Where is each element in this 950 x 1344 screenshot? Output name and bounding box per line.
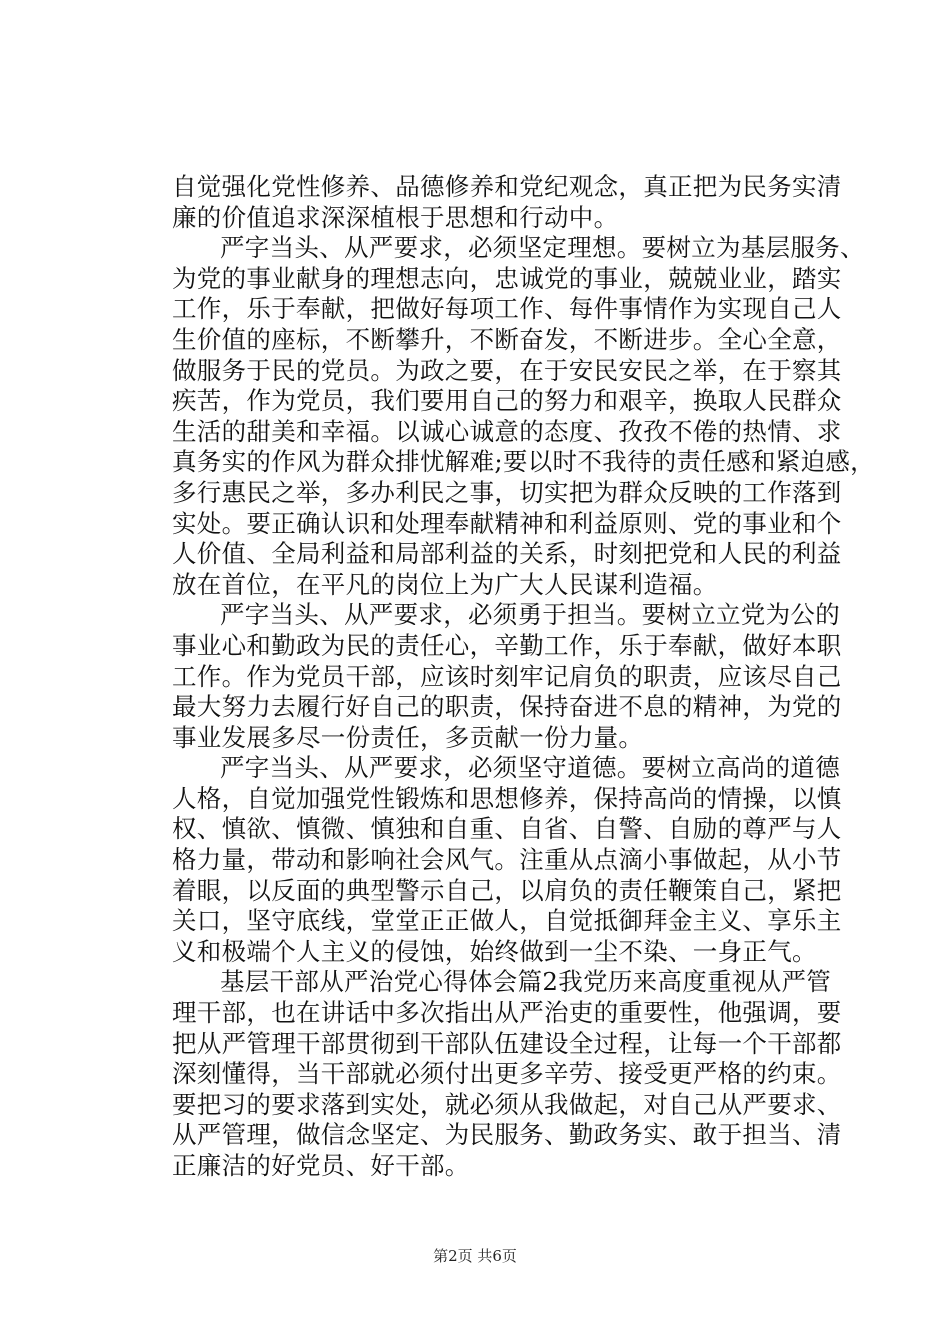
- text-line: 格力量，带动和影响社会风气。注重从点滴小事做起，从小节: [172, 845, 842, 875]
- text-line: 放在首位，在平凡的岗位上为广大人民谋利造福。: [172, 569, 718, 599]
- paragraph-start-line: 基层干部从严治党心得体会篇2我党历来高度重视从严管: [220, 967, 832, 997]
- text-line: 人格，自觉加强党性锻炼和思想修养，保持高尚的情操，以慎: [172, 783, 842, 813]
- text-line: 义和极端个人主义的侵蚀，始终做到一尘不染、一身正气。: [172, 936, 817, 966]
- text-line: 多行惠民之举，多办利民之事，切实把为群众反映的工作落到: [172, 477, 842, 507]
- text-line: 廉的价值追求深深植根于思想和行动中。: [172, 202, 619, 232]
- text-line: 生活的甜美和幸福。以诚心诚意的态度、孜孜不倦的热情、求: [172, 416, 842, 446]
- text-line: 工作，乐于奉献，把做好每项工作、每件事情作为实现自己人: [172, 294, 842, 324]
- text-line: 权、慎欲、慎微、慎独和自重、自省、自警、自励的尊严与人: [172, 814, 842, 844]
- text-line: 要把习的要求落到实处，就必须从我做起，对自己从严要求、: [172, 1089, 842, 1119]
- text-line: 为党的事业献身的理想志向，忠诚党的事业，兢兢业业，踏实: [172, 263, 842, 293]
- text-line: 工作。作为党员干部，应该时刻牢记肩负的职责，应该尽自己: [172, 661, 842, 691]
- text-line: 深刻懂得，当干部就必须付出更多辛劳、接受更严格的约束。: [172, 1059, 842, 1089]
- text-line: 理干部，也在讲话中多次指出从严治吏的重要性，他强调，要: [172, 998, 842, 1028]
- text-line: 实处。要正确认识和处理奉献精神和利益原则、党的事业和个: [172, 508, 842, 538]
- paragraph-start-line: 严字当头、从严要求，必须坚定理想。要树立为基层服务、: [220, 233, 865, 263]
- text-line: 着眼，以反面的典型警示自己，以肩负的责任鞭策自己，紧把: [172, 875, 842, 905]
- text-line: 人价值、全局利益和局部利益的关系，时刻把党和人民的利益: [172, 539, 842, 569]
- text-line: 正廉洁的好党员、好干部。: [172, 1151, 470, 1180]
- text-line: 生价值的座标，不断攀升，不断奋发，不断进步。全心全意，: [172, 324, 842, 354]
- text-line: 从严管理，做信念坚定、为民服务、勤政务实、敢于担当、清: [172, 1120, 842, 1150]
- text-line: 真务实的作风为群众排忧解难;要以时不我待的责任感和紧迫感，: [172, 447, 875, 477]
- page-number-footer: 第2页 共6页: [433, 1247, 517, 1265]
- paragraph-start-line: 严字当头、从严要求，必须坚守道德。要树立高尚的道德: [220, 753, 840, 783]
- text-line: 事业发展多尽一份责任，多贡献一份力量。: [172, 722, 644, 752]
- text-line: 疾苦，作为党员，我们要用自己的努力和艰辛，换取人民群众: [172, 386, 842, 416]
- text-line: 最大努力去履行好自己的职责，保持奋进不息的精神，为党的: [172, 692, 842, 722]
- text-line: 做服务于民的党员。为政之要，在于安民安民之举，在于察其: [172, 355, 842, 385]
- text-line: 事业心和勤政为民的责任心，辛勤工作，乐于奉献，做好本职: [172, 630, 842, 660]
- text-line: 关口，坚守底线，堂堂正正做人，自觉抵御拜金主义、享乐主: [172, 906, 842, 936]
- paragraph-start-line: 严字当头、从严要求，必须勇于担当。要树立立党为公的: [220, 600, 840, 630]
- text-line: 把从严管理干部贯彻到干部队伍建设全过程，让每一个干部都: [172, 1028, 842, 1058]
- text-line: 自觉强化党性修养、品德修养和党纪观念，真正把为民务实清: [172, 172, 842, 201]
- document-body: [172, 172, 875, 1182]
